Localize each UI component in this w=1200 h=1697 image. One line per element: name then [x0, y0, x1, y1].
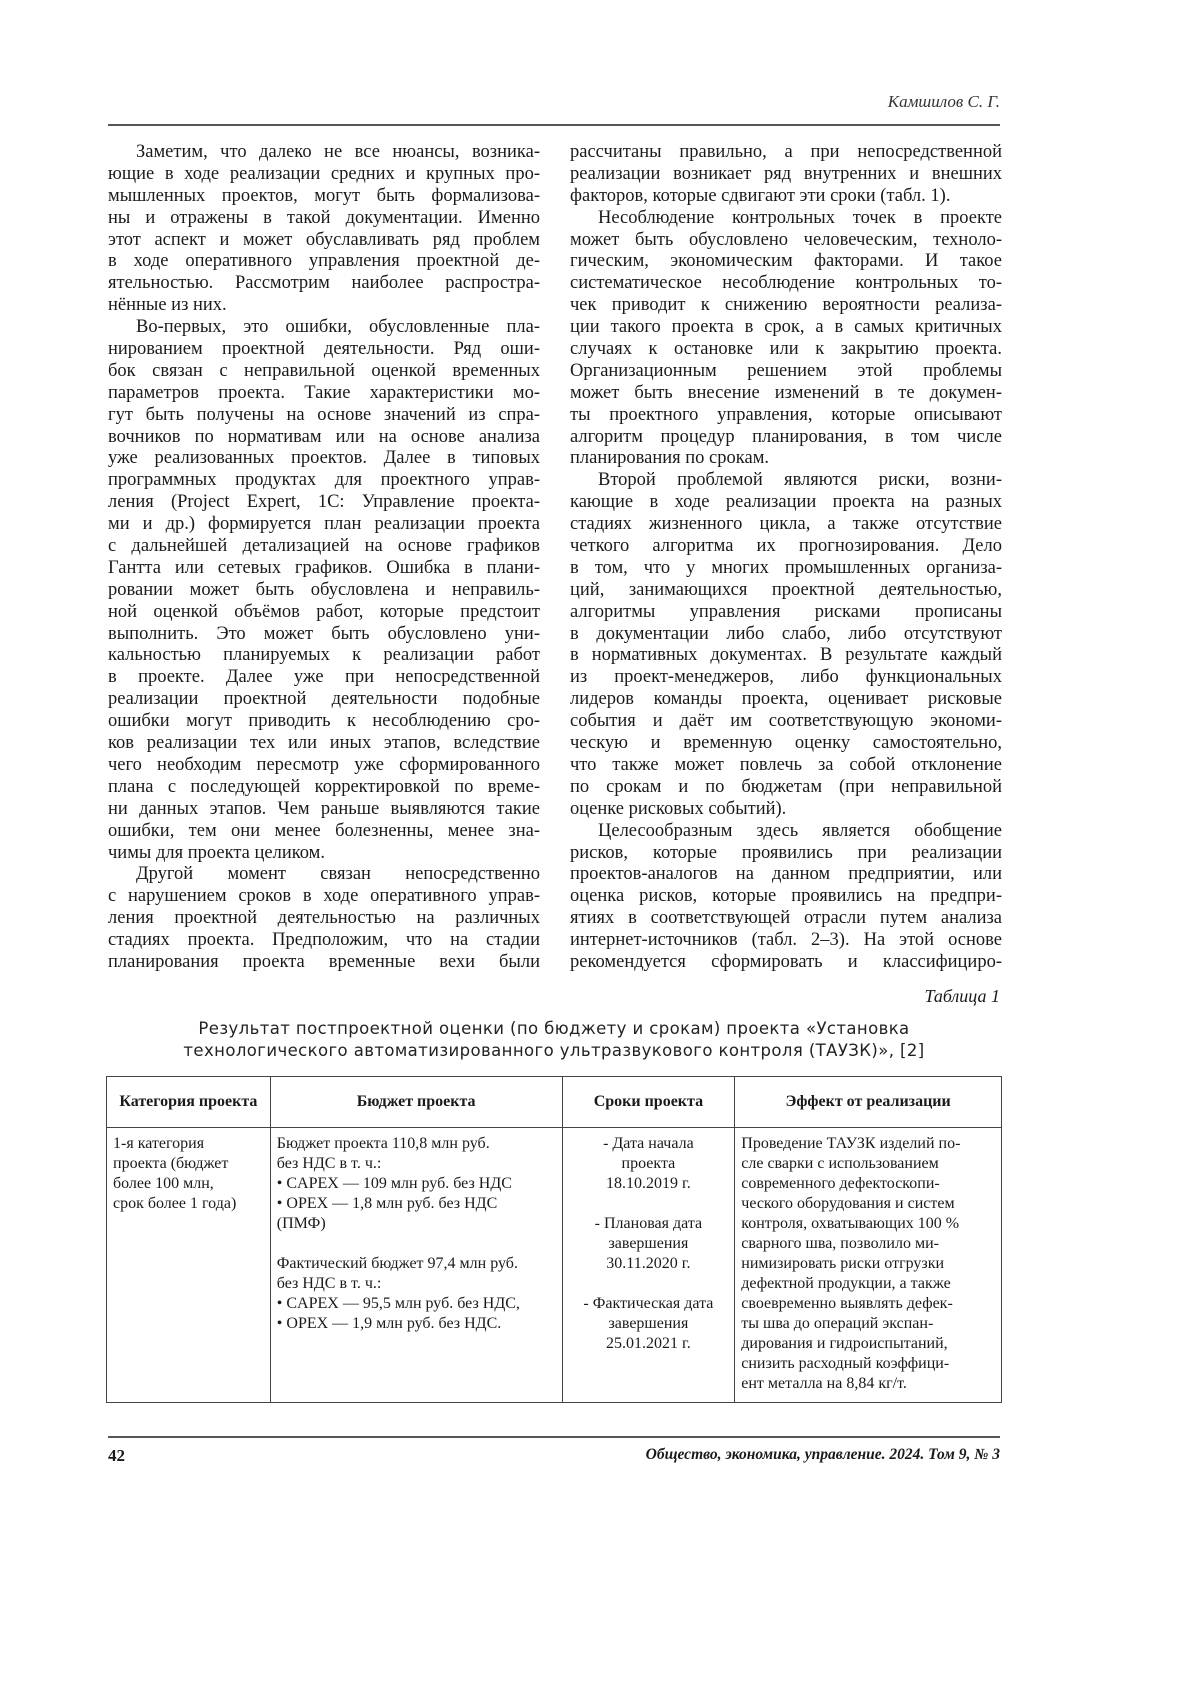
text-line: чек приводит к снижению вероятности реализа- — [570, 295, 1002, 316]
text-line: кающие в ходе реализации проекта на разных — [570, 492, 1002, 513]
text-line: в ходе оперативного управления проектной де- — [108, 251, 540, 272]
text-line: нированием проектной деятельности. Ряд оши- — [108, 339, 540, 360]
cell-line: 25.01.2021 г. — [606, 1335, 691, 1352]
text-line: ны и отражены в такой документации. Именно — [108, 207, 540, 228]
text-line: стадиях жизненного цикла, а также отсутствие — [570, 514, 1002, 535]
header-dates: Сроки проекта — [562, 1077, 735, 1128]
text-line: нённые из них. — [108, 295, 227, 316]
cell-line: завершения — [608, 1315, 689, 1332]
text-line: факторов, которые сдвигают эти сроки (табл. 1). — [570, 185, 951, 206]
text-line: оценка рисков, которые проявились на предпри- — [570, 886, 1002, 907]
text-line: планирования проекта временные вехи были — [108, 951, 540, 972]
cell-line: • CAPEX — 109 млн руб. без НДС — [276, 1175, 512, 1192]
cell-line: • OPEX — 1,9 млн руб. без НДС. — [276, 1315, 502, 1332]
cell-line: - Плановая дата — [594, 1215, 703, 1232]
text-line: ющие в ходе реализации средних и крупных про- — [108, 163, 540, 184]
text-line: с нарушением сроков в ходе оперативного управ- — [108, 886, 540, 907]
text-line: ни данных этапов. Чем раньше выявляются такие — [108, 798, 540, 819]
cell-budget — [270, 1128, 562, 1403]
text-line: ровании может быть обусловлена и неправиль- — [108, 579, 540, 600]
text-line: ления (Project Expert, 1С: Управление проекта- — [108, 492, 540, 513]
text-line: с дальнейшей детализацией на основе графиков — [108, 536, 540, 557]
table-row — [107, 1128, 1002, 1403]
table-label: Таблица 1 — [924, 986, 1000, 1006]
table-caption — [106, 1018, 1002, 1062]
text-line: по срокам и по бюджетам (при неправильной — [570, 776, 1002, 797]
left-text-column — [108, 142, 540, 974]
header-rule — [108, 124, 1000, 126]
text-line: плана с последующей корректировкой по време- — [108, 776, 540, 797]
text-line: рисков, которые проявились при реализации — [570, 842, 1002, 863]
cell-line: ент металла на 8,84 кг/т. — [741, 1375, 907, 1392]
cell-line: без НДС в т. ч.: — [276, 1275, 382, 1292]
text-line: алгоритмы управления рисками прописаны — [570, 601, 1002, 622]
text-line: реализации проектной деятельности подобные — [108, 689, 540, 710]
cell-line: - Дата начала — [603, 1135, 694, 1152]
text-line: ной оценкой объёмов работ, которые предстоит — [108, 601, 540, 622]
cell-line: завершения — [608, 1235, 689, 1252]
cell-line: - Фактическая дата — [583, 1295, 714, 1312]
text-line: проектов-аналогов на данном предприятии, или — [570, 864, 1002, 885]
text-line: ятельностью. Рассмотрим наиболее распростра- — [108, 273, 540, 294]
cell-line: своевременно выявлять дефек- — [741, 1295, 953, 1312]
text-line: ций, занимающихся проектной деятельностью, — [570, 579, 1002, 600]
cell-line: ты шва до операций экспан- — [741, 1315, 934, 1332]
text-line: ции такого проекта в срок, а в самых критичных — [570, 317, 1002, 338]
text-line: этот аспект и может обуславливать ряд проблем — [108, 229, 540, 250]
results-table — [106, 1076, 1002, 1403]
caption-line: технологического автоматизированного ультразвукового контроля (ТАУЗК)», [2] — [183, 1041, 925, 1060]
text-line: чего необходим пересмотр уже сформированного — [108, 754, 540, 775]
text-line: Во-первых, это ошибки, обусловленные пла- — [136, 317, 540, 338]
text-line: события и даёт им соответствующую экономи- — [570, 711, 1002, 732]
header-category: Категория проекта — [107, 1077, 271, 1128]
text-line: в документации либо слабо, либо отсутствуют — [570, 623, 1002, 644]
text-line: ты проектного управления, которые описывают — [570, 404, 1002, 425]
cell-line: (ПМФ) — [276, 1215, 326, 1232]
text-line: Организационным решением этой проблемы — [570, 360, 1002, 381]
text-line: в нормативных документах. В результате каждый — [570, 645, 1002, 666]
cell-line: нимизировать риски отгрузки — [741, 1255, 945, 1272]
text-line: планирования по срокам. — [570, 448, 770, 469]
cell-line: без НДС в т. ч.: — [276, 1155, 382, 1172]
text-line: ления проектной деятельностью на различных — [108, 908, 540, 929]
cell-line: срок более 1 года) — [113, 1195, 237, 1212]
cell-line: дирования и гидроиспытаний, — [741, 1335, 948, 1352]
text-line: рекомендуется сформировать и классифициро- — [570, 951, 1002, 972]
cell-line: Проведение ТАУЗК изделий по- — [741, 1135, 961, 1152]
text-line: интернет-источников (табл. 2–3). На этой основе — [570, 930, 1002, 951]
text-line: ков реализации тех или иных этапов, вследствие — [108, 733, 540, 754]
journal-citation: Общество, экономика, управление. 2024. Том 9, № 3 — [645, 1446, 1000, 1463]
text-line: Заметим, что далеко не все нюансы, возника- — [136, 142, 540, 162]
text-line: ми и др.) формируется план реализации проекта — [108, 514, 540, 535]
text-line: оценке рисковых событий). — [570, 798, 787, 819]
table-header-row — [107, 1077, 1002, 1128]
text-line: гическим, экономическим факторами. И такое — [570, 251, 1002, 272]
cell-line: Фактический бюджет 97,4 млн руб. — [276, 1255, 518, 1272]
text-line: стадиях проекта. Предположим, что на стадии — [108, 930, 540, 951]
text-line: в проекте. Далее уже при непосредственной — [108, 667, 540, 688]
text-line: может быть обусловлено человеческим, техноло- — [570, 229, 1002, 250]
cell-line — [569, 1274, 729, 1294]
cell-line: проекта (бюджет — [113, 1155, 229, 1172]
cell-line: проекта — [621, 1155, 676, 1172]
caption-line: Результат постпроектной оценки (по бюджету и срокам) проекта «Установка — [198, 1019, 910, 1038]
text-line: мышленных проектов, могут быть формализова- — [108, 185, 540, 206]
text-line: Несоблюдение контрольных точек в проекте — [598, 207, 1002, 228]
text-line: может быть внесение изменений в те докумен- — [570, 382, 1002, 403]
text-line: Другой момент связан непосредственно — [136, 864, 540, 885]
text-line: реализации возникает ряд внутренних и внешних — [570, 163, 1002, 184]
cell-line: дефектной продукции, а также — [741, 1275, 951, 1292]
text-line: лидеров команды проекта, оценивает рисковые — [570, 689, 1002, 710]
right-text-column — [570, 142, 1002, 974]
text-line: алгоритм процедур планирования, в том числе — [570, 426, 1002, 447]
text-line: уже реализованных проектов. Далее в типовых — [108, 448, 540, 469]
text-line: Второй проблемой являются риски, возни- — [598, 470, 1002, 491]
text-line: рассчитаны правильно, а при непосредственной — [570, 142, 1002, 162]
text-line: гут быть получены на основе значений из спра- — [108, 404, 540, 425]
text-line: ческую и временную оценку самостоятельно, — [570, 733, 1002, 754]
text-line: Гантта или сетевых графиков. Ошибка в плани- — [108, 557, 540, 578]
cell-line: • OPEX — 1,8 млн руб. без НДС — [276, 1195, 498, 1212]
cell-line — [277, 1234, 556, 1254]
cell-line: современного дефектоскопи- — [741, 1175, 940, 1192]
text-line: четкого алгоритма их прогнозирования. Дело — [570, 536, 1002, 557]
cell-line: контроля, охватывающих 100 % — [741, 1215, 960, 1232]
cell-line: более 100 млн, — [113, 1175, 214, 1192]
cell-line: 1-я категория — [113, 1135, 205, 1152]
header-effect: Эффект от реализации — [735, 1077, 1002, 1128]
cell-line — [569, 1194, 729, 1214]
cell-line: сле сварки с использованием — [741, 1155, 939, 1172]
cell-line: Бюджет проекта 110,8 млн руб. — [276, 1135, 490, 1152]
text-line: кальностью планируемых к реализации работ — [108, 645, 540, 666]
running-header-author: Камшилов С. Г. — [887, 92, 1000, 111]
text-line: бок связан с неправильной оценкой временных — [108, 360, 540, 381]
text-line: вочников по нормативам или на основе анализа — [108, 426, 540, 447]
text-line: в том, что у многих промышленных организа- — [570, 557, 1002, 578]
cell-effect — [735, 1128, 1002, 1403]
cell-category — [107, 1128, 271, 1403]
text-line: случаях к остановке или к закрытию проекта. — [570, 339, 1002, 360]
page-number: 42 — [108, 1446, 125, 1465]
text-line: программных продуктах для проектного управ- — [108, 470, 540, 491]
cell-line: сварного шва, позволило ми- — [741, 1235, 939, 1252]
header-budget: Бюджет проекта — [270, 1077, 562, 1128]
cell-dates — [562, 1128, 735, 1403]
text-line: Целесообразным здесь является обобщение — [598, 820, 1002, 841]
text-line: ошибки, тем они менее болезненны, менее зна- — [108, 820, 540, 841]
text-line: ошибки могут приводить к несоблюдению сро- — [108, 711, 540, 732]
cell-line: ческого оборудования и систем — [741, 1195, 955, 1212]
text-line: что также может повлечь за собой отклонение — [570, 754, 1002, 775]
text-line: параметров проекта. Такие характеристики мо- — [108, 382, 540, 403]
text-line: ятиях в соответствующей отрасли путем анализа — [570, 908, 1002, 929]
text-line: из проект-менеджеров, либо функциональных — [570, 667, 1002, 688]
cell-line: 18.10.2019 г. — [606, 1175, 691, 1192]
text-line: выполнить. Это может быть обусловлено уни- — [108, 623, 540, 644]
cell-line: • CAPEX — 95,5 млн руб. без НДС, — [276, 1295, 520, 1312]
cell-line: 30.11.2020 г. — [606, 1255, 691, 1272]
footer-rule — [108, 1436, 1000, 1438]
cell-line: снизить расходный коэффици- — [741, 1355, 950, 1372]
text-line: чимы для проекта целиком. — [108, 842, 325, 863]
text-line: систематическое несоблюдение контрольных то- — [570, 273, 1002, 294]
